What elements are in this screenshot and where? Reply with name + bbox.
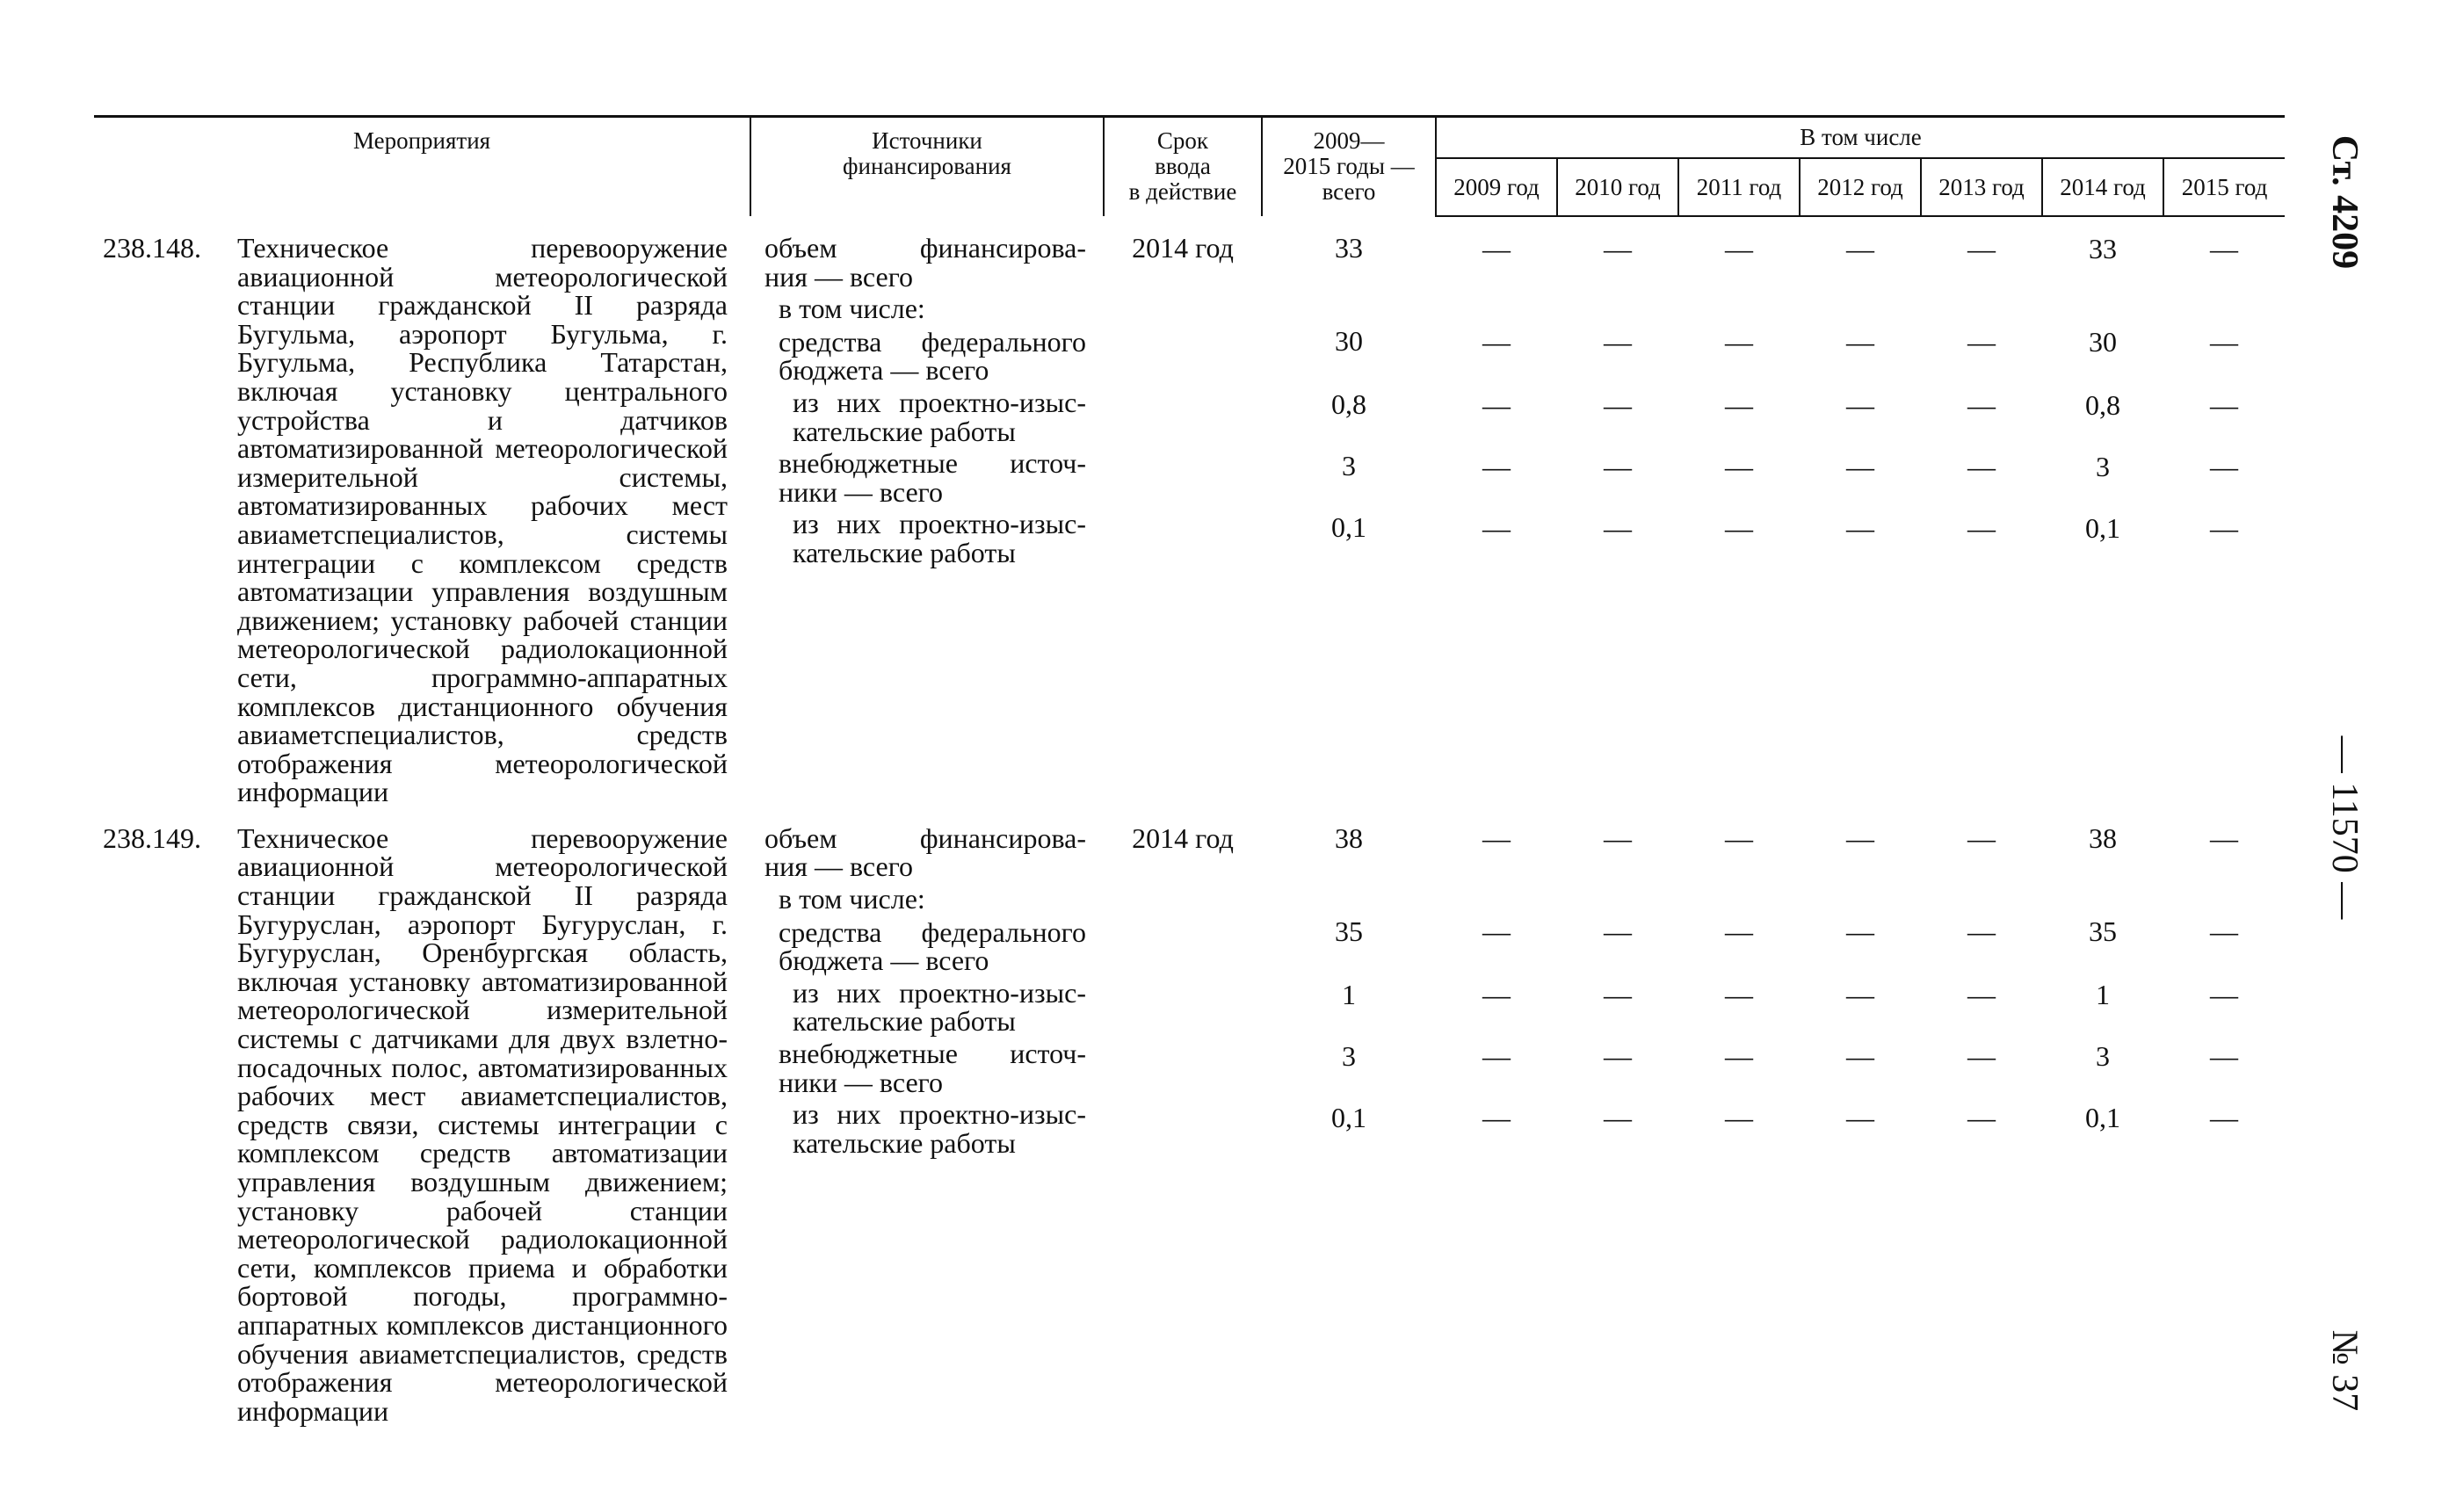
year-column-4 [1921,807,2042,1425]
source-line: средства федерального [779,325,1086,358]
row-number: 238.149. [103,821,201,854]
year-value: — [1967,512,1996,544]
year-value: — [1725,821,1753,854]
year-value: — [1967,233,1996,264]
year-value: — [1725,1101,1753,1133]
year-value: — [1604,915,1632,947]
header-year-4: 2013 год [1921,158,2042,216]
year-value: — [1846,326,1874,358]
year-value: — [1846,389,1874,421]
year-value: — [2210,326,2239,358]
article-number: Ст. 4209 [2324,134,2365,270]
source-item [764,1039,1086,1096]
year-value [1678,295,1800,328]
total-value [1262,885,1436,917]
year-value: — [1846,451,1874,482]
header-sources: Источники финансирования [750,117,1104,217]
year-value: — [1604,512,1632,544]
year-value [1436,885,1557,917]
source-item [764,234,1086,291]
source-line: объем финансирова- [764,821,1086,854]
source-item [764,915,1086,977]
source-line: кательские работы [793,1005,1016,1038]
year-value: — [1846,512,1874,544]
source-line: ники — всего [779,1066,943,1098]
year-value: — [1846,1101,1874,1133]
year-value [1800,295,1921,328]
source-item [764,976,1086,1038]
year-value: — [1604,1039,1632,1072]
source-line: кательские работы [793,1126,1016,1159]
header-year-6: 2015 год [2163,158,2285,216]
year-value: — [2210,451,2239,482]
year-value: — [1846,821,1874,854]
source-line: из них проектно-изыс- [793,508,1086,540]
source-item [764,449,1086,506]
table-row [94,807,2285,1425]
year-value: 1 [2096,978,2110,1010]
source-item [764,325,1086,387]
year-column-6 [2163,216,2285,807]
year-value: 33 [2089,233,2117,264]
total-column [1262,216,1436,807]
commissioning-term: 2014 год [1132,821,1234,854]
header-year-3: 2012 год [1800,158,1921,216]
total-value: 0,8 [1331,388,1366,420]
year-value: 38 [2089,821,2117,854]
year-column-0 [1436,807,1557,1425]
header-including: В том числе [1436,117,2285,159]
year-value: — [1967,915,1996,947]
year-value: — [2210,821,2239,854]
year-column-5 [2042,807,2163,1425]
year-value: — [1604,1101,1632,1133]
total-value: 35 [1335,915,1363,947]
source-line: внебюджетные источ- [779,1038,1086,1070]
total-value: 0,1 [1331,511,1366,543]
year-column-0 [1436,216,1557,807]
year-value: — [1725,512,1753,544]
year-value: 3 [2096,1039,2110,1072]
year-value: — [1967,978,1996,1010]
total-value: 1 [1342,978,1356,1010]
year-value: — [1482,451,1511,482]
financing-sources [750,216,1104,807]
year-column-3 [1800,216,1921,807]
source-line: ния — всего [764,260,914,293]
year-value: — [2210,915,2239,947]
year-value [2042,295,2163,328]
year-value: — [1604,978,1632,1010]
year-value: — [1482,389,1511,421]
source-line: из них проектно-изыс- [793,976,1086,1009]
total-value: 0,1 [1331,1101,1366,1133]
year-value [2042,885,2163,917]
year-value [1800,885,1921,917]
source-line: кательские работы [793,415,1016,447]
year-column-2 [1678,216,1800,807]
year-value: 0,8 [2085,389,2120,421]
year-value: — [1482,326,1511,358]
source-item [764,1100,1086,1157]
source-line: внебюджетные источ- [779,447,1086,480]
year-value: — [1846,915,1874,947]
activity-description: Техническое перевооружение авиационной метеорологической станции гражданской II разряда Бугуруслан, аэропорт Бугуруслан, г. Бугуруслан, Оренбургская область, включая установку автоматизированной метеорологической измерительной системы с датчиками для двух взлетно-посадочных полос, автоматизированных рабочих мест авиаметспециалистов, средств связи, системы интеграции с комплексом средств автоматизации управления воздушным движением; установку рабочей станции метеорологической радиолокационной сети, комплексов приема и обработки бортовой погоды, программно-аппаратных комплексов дистанционного обучения авиаметспециалистов, средств отображения метеорологической информации [237,821,728,1427]
table-row [94,216,2285,807]
year-value: 3 [2096,451,2110,482]
year-value: — [1967,1101,1996,1133]
year-value: — [1725,451,1753,482]
year-column-5 [2042,216,2163,807]
header-year-1: 2010 год [1557,158,1678,216]
row-number: 238.148. [103,232,201,264]
year-value: — [1967,326,1996,358]
year-value: — [1604,451,1632,482]
source-line: ники — всего [779,475,943,508]
year-value: — [2210,978,2239,1010]
year-value: 35 [2089,915,2117,947]
year-value: — [2210,1101,2239,1133]
header-year-5: 2014 год [2042,158,2163,216]
total-value: 3 [1342,450,1356,481]
year-value: — [1725,1039,1753,1072]
issue-number: № 37 [2324,1329,2365,1412]
year-value: — [2210,1039,2239,1072]
year-value: — [1482,1101,1511,1133]
year-column-3 [1800,807,1921,1425]
year-value [1557,885,1678,917]
year-value [1436,295,1557,328]
source-line: в том числе: [779,293,925,325]
year-value: — [1604,821,1632,854]
source-line: объем финансирова- [764,232,1086,264]
year-value: — [1725,978,1753,1010]
total-column [1262,807,1436,1425]
year-value: 0,1 [2085,1101,2120,1133]
source-line: из них проектно-изыс- [793,1098,1086,1131]
header-total: 2009— 2015 годы — всего [1262,117,1436,217]
year-value: — [1725,326,1753,358]
year-value: — [1482,915,1511,947]
year-value: — [1482,821,1511,854]
header-term: Срок ввода в действие [1104,117,1262,217]
year-value: — [1846,233,1874,264]
year-column-1 [1557,807,1678,1425]
source-line: в том числе: [779,883,925,915]
source-item [764,510,1086,567]
year-value [2163,885,2285,917]
source-line: кательские работы [793,536,1016,568]
source-item [764,885,1086,914]
total-value: 30 [1335,325,1363,357]
year-column-6 [2163,807,2285,1425]
year-value: — [1725,389,1753,421]
commissioning-term: 2014 год [1132,232,1234,264]
year-value: — [1967,821,1996,854]
activity-description: Техническое перевооружение авиационной метеорологической станции гражданской II разряда Бугульма, аэропорт Бугульма, г. Бугульма, Республика Татарстан, включая установку центрального устройства и датчиков автоматизированной метеорологической измерительной системы, автоматизированных рабочих мест авиаметспециалистов, системы интеграции с комплексом средств автоматизации управления воздушным движением; установку рабочей станции метеорологической радиолокационной сети, программно-аппаратных комплексов дистанционного обучения авиаметспециалистов, средств отображения метеорологической информации [237,232,728,808]
year-value: — [1846,978,1874,1010]
year-value: — [1967,389,1996,421]
header-activities: Мероприятия [94,117,750,217]
total-value: 38 [1335,821,1363,854]
year-column-2 [1678,807,1800,1425]
year-value: — [2210,233,2239,264]
year-value [1921,295,2042,328]
source-line: бюджета — всего [779,354,989,387]
source-line: бюджета — всего [779,944,989,977]
year-value [1678,885,1800,917]
year-value: — [1725,915,1753,947]
source-item [764,294,1086,323]
financing-table [94,115,2285,1425]
year-column-1 [1557,216,1678,807]
source-line: средства федерального [779,915,1086,948]
year-value: — [2210,389,2239,421]
year-value: — [1604,326,1632,358]
year-value [1557,295,1678,328]
year-value [2163,295,2285,328]
total-value [1262,294,1436,327]
source-item [764,821,1086,883]
year-value: — [1482,512,1511,544]
total-value: 3 [1342,1039,1356,1072]
year-value: — [1967,1039,1996,1072]
financing-sources [750,807,1104,1425]
header-year-0: 2009 год [1436,158,1557,216]
year-value: — [1725,233,1753,264]
year-value: — [1604,233,1632,264]
year-value: — [1604,389,1632,421]
year-value: 30 [2089,326,2117,358]
year-value: — [1846,1039,1874,1072]
year-value: 0,1 [2085,512,2120,544]
year-column-4 [1921,216,2042,807]
year-value: — [1482,233,1511,264]
total-value: 33 [1335,232,1363,264]
page-number: — 11570 — [2324,735,2365,920]
source-item [764,388,1086,445]
year-value [1921,885,2042,917]
source-line: ния — всего [764,850,914,883]
year-value: — [1967,451,1996,482]
year-value: — [2210,512,2239,544]
source-line: из них проектно-изыс- [793,386,1086,418]
header-year-2: 2011 год [1678,158,1800,216]
year-value: — [1482,978,1511,1010]
year-value: — [1482,1039,1511,1072]
